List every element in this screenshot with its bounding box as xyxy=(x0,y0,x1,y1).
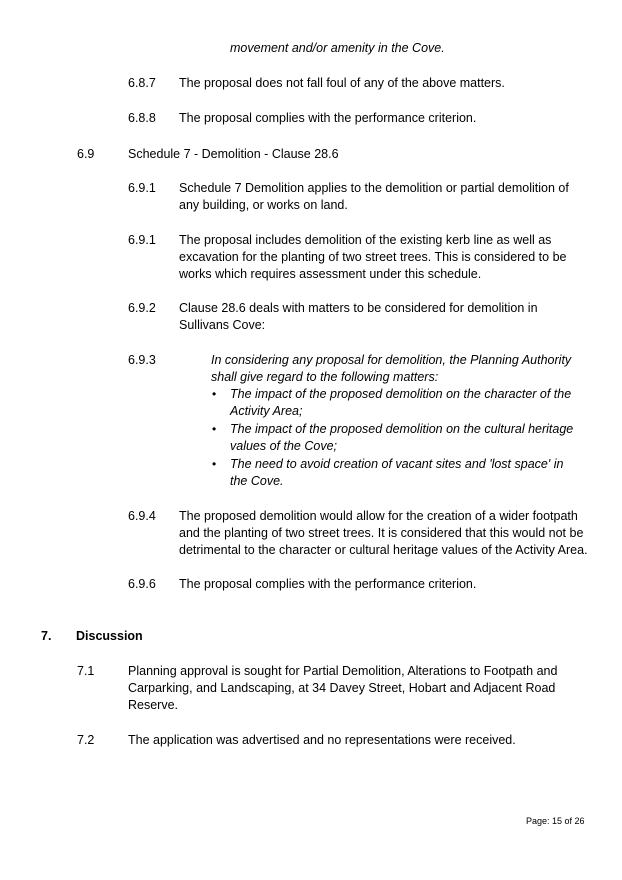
item-line: The proposal includes demolition of the existing kerb line as well as xyxy=(179,233,552,247)
bullet-icon: • xyxy=(212,422,217,436)
heading-number: 7. xyxy=(41,629,52,643)
item-number: 6.8.7 xyxy=(128,76,156,90)
bullet-line: The impact of the proposed demolition on the character of the xyxy=(230,387,572,401)
item-line: works which requires assessment under this schedule. xyxy=(179,267,482,281)
bullet-line: The impact of the proposed demolition on the cultural heritage xyxy=(230,422,574,436)
item-text: The proposal complies with the performance criterion. xyxy=(179,577,477,591)
item-number: 6.9.4 xyxy=(128,509,156,523)
item-number: 6.9.1 xyxy=(128,181,156,195)
section-title: Discussion xyxy=(76,629,143,643)
item-text: The proposal complies with the performance criterion. xyxy=(179,111,477,125)
item-line: Schedule 7 Demolition applies to the demolition or partial demolition of xyxy=(179,181,569,195)
item-line: and the planting of two street trees. It is considered that this would not be xyxy=(179,526,584,540)
section-heading: Schedule 7 - Demolition - Clause 28.6 xyxy=(128,147,339,161)
item-line: Clause 28.6 deals with matters to be considered for demolition in xyxy=(179,301,538,315)
item-text: The proposal does not fall foul of any of the above matters. xyxy=(179,76,505,90)
quote-line: In considering any proposal for demolition, the Planning Authority xyxy=(211,353,572,367)
paragraph-line: Planning approval is sought for Partial Demolition, Alterations to Footpath and xyxy=(128,664,558,678)
item-line: detrimental to the character or cultural heritage values of the Activity Area. xyxy=(179,543,588,557)
continuation-line: movement and/or amenity in the Cove. xyxy=(230,41,445,55)
item-line: The proposed demolition would allow for the creation of a wider footpath xyxy=(179,509,578,523)
item-line: excavation for the planting of two street trees. This is considered to be xyxy=(179,250,567,264)
bullet-icon: • xyxy=(212,457,217,471)
item-line: Sullivans Cove: xyxy=(179,318,266,332)
section-number: 6.9 xyxy=(77,147,95,161)
item-number: 6.8.8 xyxy=(128,111,156,125)
bullet-line: values of the Cove; xyxy=(230,439,338,453)
paragraph-number: 7.1 xyxy=(77,664,95,678)
paragraph-line: Carparking, and Landscaping, at 34 Davey Street, Hobart and Adjacent Road xyxy=(128,681,556,695)
page-number: Page: 15 of 26 xyxy=(526,816,585,826)
item-number: 6.9.2 xyxy=(128,301,156,315)
item-number: 6.9.1 xyxy=(128,233,156,247)
item-number: 6.9.3 xyxy=(128,353,156,367)
paragraph-number: 7.2 xyxy=(77,733,95,747)
item-line: any building, or works on land. xyxy=(179,198,348,212)
bullet-line: the Cove. xyxy=(230,474,284,488)
quote-line: shall give regard to the following matters: xyxy=(211,370,439,384)
bullet-line: The need to avoid creation of vacant sites and 'lost space' in xyxy=(230,457,564,471)
bullet-line: Activity Area; xyxy=(230,404,303,418)
paragraph-line: Reserve. xyxy=(128,698,179,712)
item-number: 6.9.6 xyxy=(128,577,156,591)
paragraph-text: The application was advertised and no representations were received. xyxy=(128,733,516,747)
bullet-icon: • xyxy=(212,387,217,401)
